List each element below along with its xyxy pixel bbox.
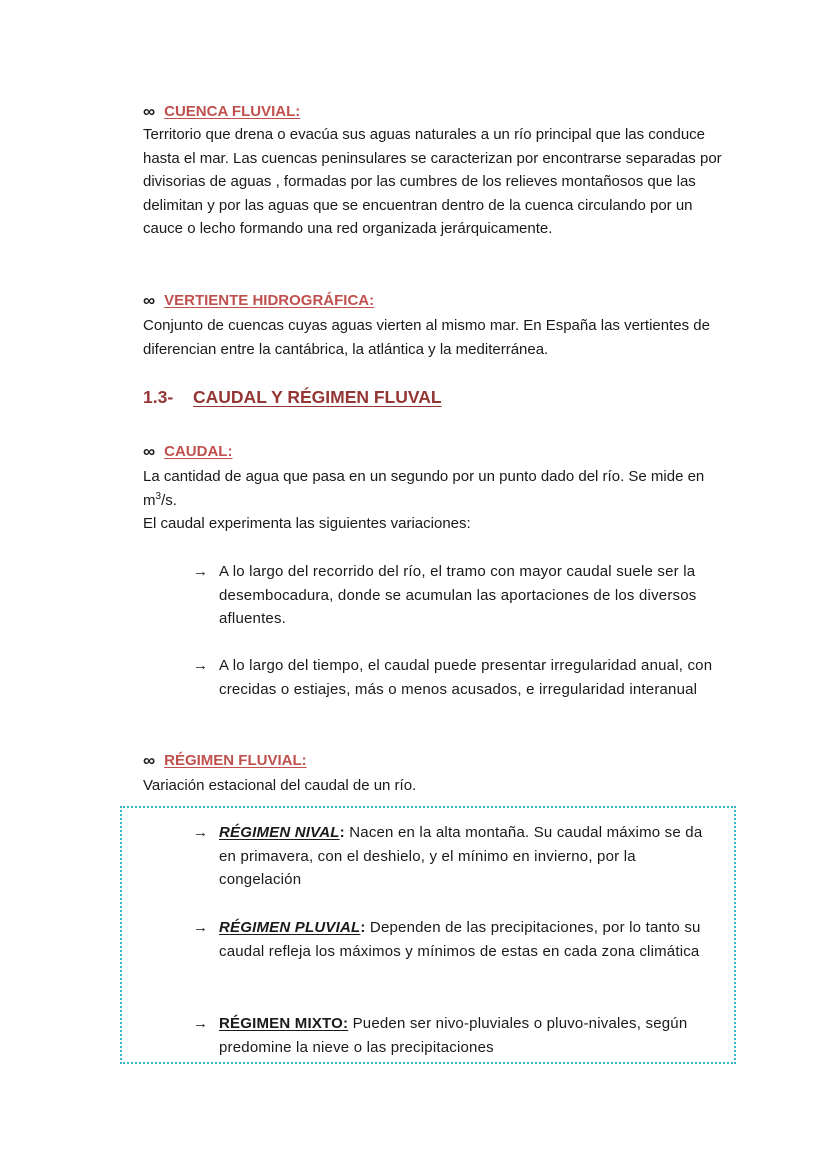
caudal-heading — [143, 442, 232, 462]
infinity-icon: ∞ — [143, 102, 156, 121]
cuenca-text: Territorio que drena o evacúa sus aguas naturales a un río principal que las conduce hasta el mar. Las cuencas peninsulares se caracterizan por encontrarse separadas por divisorias de aguas , formadas por las cumbres de los relieves montañosos que las delimitan y por las aguas que se encuentran dentro de la cuenca circulando por un cauce o lecho formando una red organizada jerárquicamente. — [143, 126, 722, 238]
regimen-nival-name: RÉGIMEN NIVAL — [219, 824, 340, 841]
caudal-title: CAUDAL: — [164, 443, 233, 460]
regimen-mixto-desc: Pueden ser nivo-pluviales o pluvo-nivales, según predomine la nieve o las precipitaciones — [219, 1015, 688, 1056]
caudal-definition — [143, 465, 723, 512]
regimen-title: RÉGIMEN FLUVIAL: — [164, 752, 307, 769]
caudal-intro: El caudal experimenta las siguientes variaciones: — [143, 515, 471, 532]
caudal-bullet — [193, 560, 713, 631]
regimen-heading — [143, 751, 307, 771]
regimen-text: Variación estacional del caudal de un río. — [143, 777, 417, 794]
arrow-icon: → — [193, 657, 208, 674]
caudal-text-b: /s. — [161, 491, 177, 509]
regimen-pluvial-desc: Dependen de las precipitaciones, por lo tanto su caudal refleja los máximos y mínimos de estas en cada zona climática — [219, 919, 701, 960]
vertiente-heading — [143, 291, 374, 311]
caudal-bullet — [193, 654, 713, 701]
vertiente-text: Conjunto de cuencas cuyas aguas vierten al mismo mar. En España las vertientes de diferencian entre la cantábrica, la atlántica y la mediterránea. — [143, 317, 710, 358]
section-title: CAUDAL Y RÉGIMEN FLUVAL — [193, 387, 442, 407]
arrow-icon: → — [193, 824, 208, 841]
regimen-nival-item — [193, 821, 713, 892]
regimen-nival-sep: : — [339, 824, 345, 841]
regimen-pluvial-item — [193, 916, 713, 963]
caudal-superscript: 3 — [155, 490, 162, 502]
regimen-nival-desc: Nacen en la alta montaña. Su caudal máximo se da en primavera, con el deshielo, y el mínimo en invierno, por la congelación — [219, 824, 703, 889]
arrow-icon: → — [193, 563, 208, 580]
caudal-bullet-text: A lo largo del tiempo, el caudal puede presentar irregularidad anual, con crecidas o estiajes, más o menos acusados, e irregularidad interanual — [219, 657, 713, 698]
infinity-icon: ∞ — [143, 442, 156, 461]
regimen-pluvial-name: RÉGIMEN PLUVIAL — [219, 919, 361, 936]
caudal-text-a: La cantidad de agua que pasa en un segundo por un punto dado del río. Se mide en m — [143, 468, 705, 509]
cuenca-title: CUENCA FLUVIAL: — [164, 103, 301, 120]
infinity-icon: ∞ — [143, 291, 156, 310]
section-number: 1.3- — [143, 387, 174, 407]
caudal-bullet-text: A lo largo del recorrido del río, el tramo con mayor caudal suele ser la desembocadura, donde se acumulan las aportaciones de los diversos afluentes. — [219, 563, 697, 628]
infinity-icon: ∞ — [143, 751, 156, 770]
arrow-icon: → — [193, 1015, 208, 1032]
section-heading — [143, 385, 442, 409]
cuenca-heading — [143, 102, 300, 122]
arrow-icon: → — [193, 919, 208, 936]
vertiente-title: VERTIENTE HIDROGRÁFICA: — [164, 292, 375, 309]
regimen-pluvial-sep: : — [360, 919, 366, 936]
regimen-mixto-item — [193, 1012, 713, 1059]
regimen-mixto-name: RÉGIMEN MIXTO: — [219, 1015, 349, 1032]
